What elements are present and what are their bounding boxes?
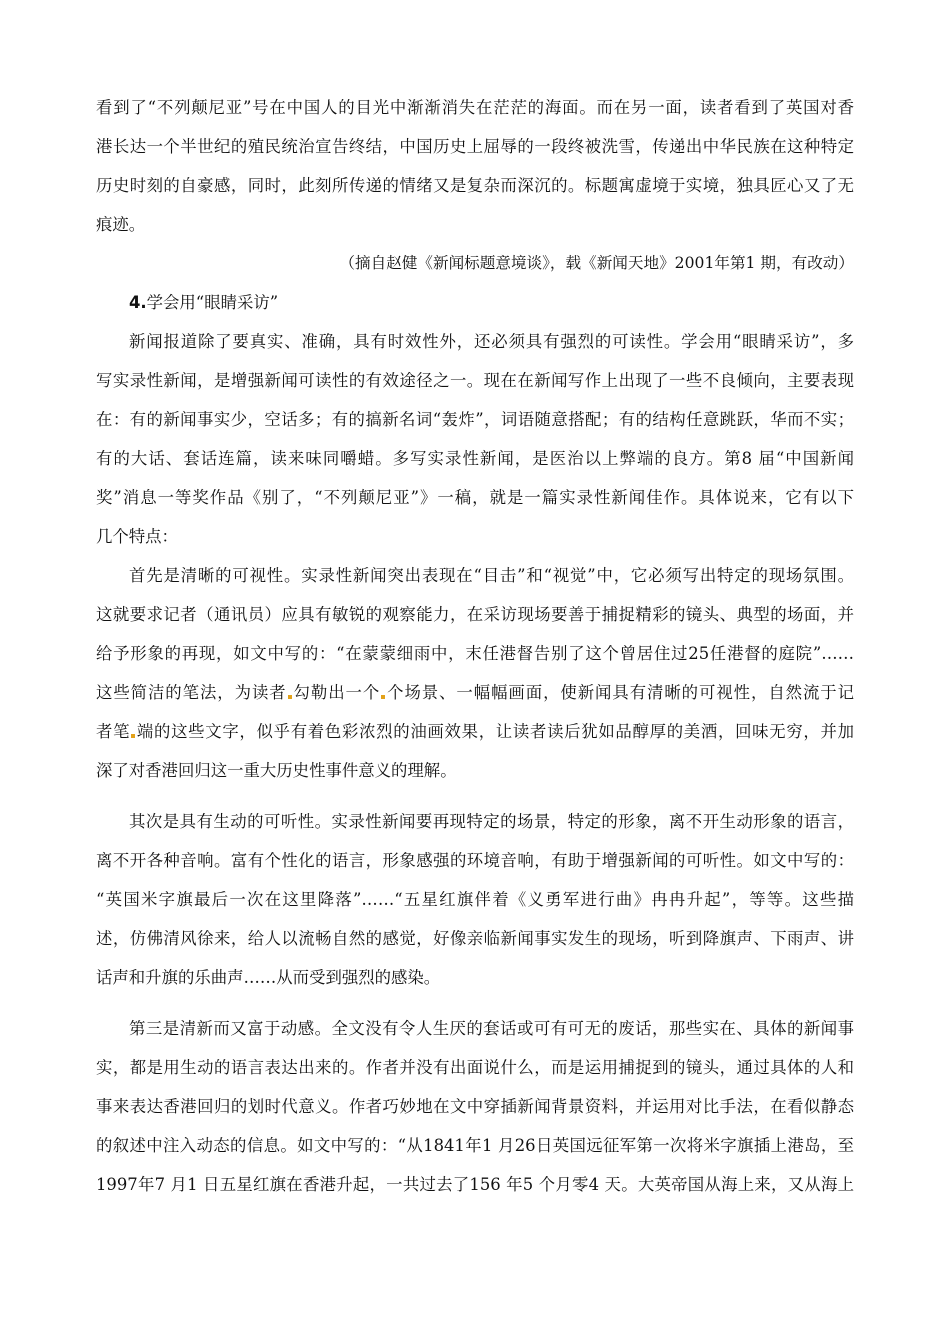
- paragraph-intro: [96, 322, 854, 556]
- text-line: 其次是具有生动的可听性。实录性新闻要再现特定的场景，特定的形象，离不开生动形象的语言，: [129, 812, 854, 831]
- highlight-marker: [288, 695, 292, 699]
- text-line: 痕迹。: [96, 215, 146, 234]
- text-line: 话声和升旗的乐曲声……从而受到强烈的感染。: [96, 968, 441, 987]
- text-line: 港长达一个半世纪的殖民统治宣告终结，中国历史上屈辱的一段终被洗雪，传递出中华民族在这种特定: [96, 137, 854, 156]
- text-line: 给予形象的再现，如文中写的：“在蒙蒙细雨中，末任港督告别了这个曾居住过25任港督的庭院”……: [96, 644, 854, 663]
- text-line: 述，仿佛清风徐来，给人以流畅自然的感觉，好像亲临新闻事实发生的现场，听到降旗声、下雨声、讲: [96, 929, 854, 948]
- text-line: 几个特点：: [96, 527, 178, 546]
- highlight-marker: [131, 734, 135, 738]
- text-line: 1997年7 月1 日五星红旗在香港升起，一共过去了156 年5 个月零4 天。大英帝国从海上来，又从海上: [96, 1175, 854, 1194]
- paragraph-dynamism: [96, 1009, 854, 1204]
- text-line-marked: [96, 673, 854, 712]
- text-line: 历史时刻的自豪感，同时，此刻所传递的情绪又是复杂而深沉的。标题寓虚境于实境，独具匠心又了无: [96, 176, 854, 195]
- text-line: 首先是清晰的可视性。实录性新闻突出表现在“目击”和“视觉”中，它必须写出特定的现场氛围。: [129, 566, 854, 585]
- text-line: 的叙述中注入动态的信息。如文中写的：“从1841年1 月26日英国远征军第一次将米字旗插上港岛，至: [96, 1136, 854, 1155]
- text-line: “英国米字旗最后一次在这里降落”……“五星红旗伴着《义勇军进行曲》冉冉升起”，等等。这些描: [96, 890, 854, 909]
- paragraph-audibility: [96, 802, 854, 997]
- paragraph-visibility: [96, 556, 854, 790]
- highlight-marker: [381, 695, 385, 699]
- text-segment: 勾勒出一个: [292, 683, 381, 702]
- text-line: 事来表达香港回归的划时代意义。作者巧妙地在文中穿插新闻背景资料，并运用对比手法，在看似静态: [96, 1097, 854, 1116]
- text-line: 深了对香港回归这一重大历史性事件意义的理解。: [96, 761, 457, 780]
- text-segment: 者笔: [96, 722, 131, 741]
- text-line: 新闻报道除了要真实、准确，具有时效性外，还必须具有强烈的可读性。学会用“眼睛采访”，多: [129, 332, 854, 351]
- text-line: 实，都是用生动的语言表达出来的。作者并没有出面说什么，而是运用捕捉到的镜头，通过具体的人和: [96, 1058, 854, 1077]
- paragraph-continued: [96, 88, 854, 244]
- text-line: 有的大话、套话连篇，读来味同嚼蜡。多写实录性新闻，是医治以上弊端的良方。第8 届“中国新闻: [96, 449, 854, 468]
- source-citation: （摘自赵健《新闻标题意境谈》，载《新闻天地》2001年第1 期，有改动）: [339, 254, 854, 272]
- text-segment: 这些简洁的笔法，为读者: [96, 683, 287, 702]
- section-heading: [96, 283, 854, 322]
- text-line: 写实录性新闻，是增强新闻可读性的有效途径之一。现在在新闻写作上出现了一些不良倾向，主要表现: [96, 371, 854, 390]
- text-line-marked: [96, 712, 854, 751]
- text-segment: 端的这些文字，似乎有着色彩浓烈的油画效果，让读者读后犹如品醇厚的美酒，回味无穷，并加: [136, 722, 854, 741]
- document-page: [96, 88, 854, 1204]
- text-line: 这就要求记者（通讯员）应具有敏锐的观察能力，在采访现场要善于捕捉精彩的镜头、典型的场面，并: [96, 605, 854, 624]
- text-line: 看到了“不列颠尼亚”号在中国人的目光中渐渐消失在茫茫的海面。而在另一面，读者看到了英国对香: [96, 98, 854, 117]
- text-line: 奖”消息一等奖作品《别了，“不列颠尼亚”》一稿，就是一篇实录性新闻佳作。具体说来，它有以下: [96, 488, 854, 507]
- section-title: 学会用“眼睛采访”: [146, 293, 279, 312]
- text-line: 在：有的新闻事实少，空话多；有的搞新名词“轰炸”，词语随意搭配；有的结构任意跳跃，华而不实；: [96, 410, 854, 429]
- text-line: 第三是清新而又富于动感。全文没有令人生厌的套话或可有可无的废话，那些实在、具体的新闻事: [129, 1019, 854, 1038]
- text-segment: 个场景、一幅幅画面，使新闻具有清晰的可视性，自然流于记: [386, 683, 854, 702]
- section-number: 4.: [129, 293, 147, 312]
- text-line: 离不开各种音响。富有个性化的语言，形象感强的环境音响，有助于增强新闻的可听性。如文中写的：: [96, 851, 854, 870]
